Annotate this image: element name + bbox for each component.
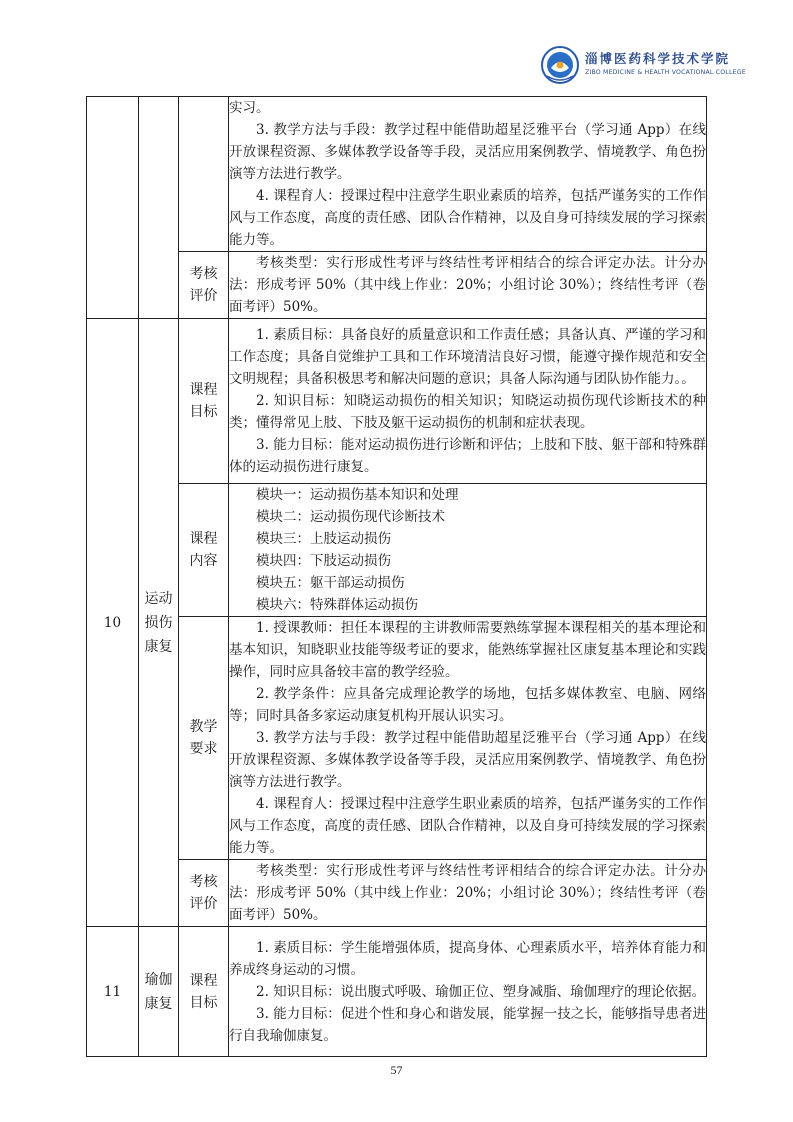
table-row bbox=[87, 97, 707, 252]
list-item: 模块四：下肢运动损伤 bbox=[256, 553, 391, 569]
college-logo bbox=[541, 42, 746, 88]
list-item: 模块五：躯干部运动损伤 bbox=[256, 575, 405, 591]
course-name: 瑜伽 康复 bbox=[139, 927, 179, 1057]
list-item: 模块一：运动损伤基本知识和处理 bbox=[256, 487, 459, 503]
table-row bbox=[87, 860, 707, 927]
objectives-label: 课程 目标 bbox=[179, 927, 229, 1057]
teaching-requirements-label: 教学 要求 bbox=[179, 617, 229, 860]
content-label: 课程 内容 bbox=[179, 484, 229, 617]
course-number-cell bbox=[87, 97, 139, 319]
assessment-content: 考核类型：实行形成性考评与终结性考评相结合的综合评定办法。计分办法：形成考评 50%（其中线上作业：20%；小组讨论 30%）；终结性考评（卷面考评）50%。 bbox=[229, 860, 707, 927]
list-item: 模块二：运动损伤现代诊断技术 bbox=[256, 509, 445, 525]
category-cell bbox=[179, 97, 229, 252]
college-name-en: ZIBO MEDICINE & HEALTH VOCATIONAL COLLEGE bbox=[585, 69, 746, 76]
assessment-label: 考核 评价 bbox=[179, 860, 229, 927]
course-number: 11 bbox=[87, 927, 139, 1057]
teaching-requirements-content: 实习。 3. 教学方法与手段：教学过程中能借助超星泛雅平台（学习通 App）在线开放课程资源、多媒体教学设备等手段，灵活应用案例教学、情境教学、角色扮演等方法进行教学。 4. 课程育人：授课过程中注意学生职业素质的培养，包括严谨务实的工作作风与工作态度，高度的责任感、团队合作精神，以及自身可持续发展的学习探索能力等。 bbox=[229, 97, 707, 252]
teaching-requirements-content: 1. 授课教师：担任本课程的主讲教师需要熟练掌握本课程相关的基本理论和基本知识，知晓职业技能等级考证的要求，能熟练掌握社区康复基本理论和实践操作，同时应具备较丰富的教学经验。 2. 教学条件：应具备完成理论教学的场地，包括多媒体教室、电脑、网络等；同时具备多家运动康复机构开展认识实习。 3. 教学方法与手段：教学过程中能借助超星泛雅平台（学习通 App）在线开放课程资源、多媒体教学设备等手段，灵活应用案例教学、情境教学、角色扮演等方法进行教学。 4. 课程育人：授课过程中注意学生职业素质的培养，包括严谨务实的工作作风与工作态度，高度的责任感、团队合作精神，以及自身可持续发展的学习探索能力等。 bbox=[229, 617, 707, 860]
course-number: 10 bbox=[87, 319, 139, 927]
table-row bbox=[87, 617, 707, 860]
table-row bbox=[87, 927, 707, 1057]
list-item: 模块六：特殊群体运动损伤 bbox=[256, 597, 418, 613]
table-row bbox=[87, 319, 707, 484]
objectives-content: 1. 素质目标：学生能增强体质，提高身体、心理素质水平，培养体育能力和养成终身运动的习惯。 2. 知识目标：说出腹式呼吸、瑜伽正位、塑身减脂、瑜伽理疗的理论依据。 3. 能力目标：促进个性和身心和谐发展，能掌握一技之长，能够指导患者进行自我瑜伽康复。 bbox=[229, 927, 707, 1057]
assessment-content: 考核类型：实行形成性考评与终结性考评相结合的综合评定办法。计分办法：形成考评 50%（其中线上作业：20%；小组讨论 30%）；终结性考评（卷面考评）50%。 bbox=[229, 252, 707, 319]
assessment-label: 考核 评价 bbox=[179, 252, 229, 319]
college-name-cn: 淄博医药科学技术学院 bbox=[585, 51, 731, 66]
curriculum-table bbox=[86, 96, 707, 1057]
college-emblem-icon bbox=[541, 46, 579, 84]
page-number: 57 bbox=[390, 1063, 403, 1077]
modules-content bbox=[229, 484, 707, 617]
table-row bbox=[87, 484, 707, 617]
objectives-label: 课程 目标 bbox=[179, 319, 229, 484]
list-item: 模块三：上肢运动损伤 bbox=[256, 531, 391, 547]
course-name: 运动 损伤 康复 bbox=[139, 319, 179, 927]
objectives-content: 1. 素质目标：具备良好的质量意识和工作责任感；具备认真、严谨的学习和工作态度；具备自觉维护工具和工作环境清洁良好习惯，能遵守操作规范和安全文明规程；具备积极思考和解决问题的意识；具备人际沟通与团队协作能力。。 2. 知识目标：知晓运动损伤的相关知识；知晓运动损伤现代诊断技术的种类；懂得常见上肢、下肢及躯干运动损伤的机制和症状表现。 3. 能力目标：能对运动损伤进行诊断和评估；上肢和下肢、躯干部和特殊群体的运动损伤进行康复。 bbox=[229, 319, 707, 484]
table-row bbox=[87, 252, 707, 319]
course-name-cell bbox=[139, 97, 179, 319]
